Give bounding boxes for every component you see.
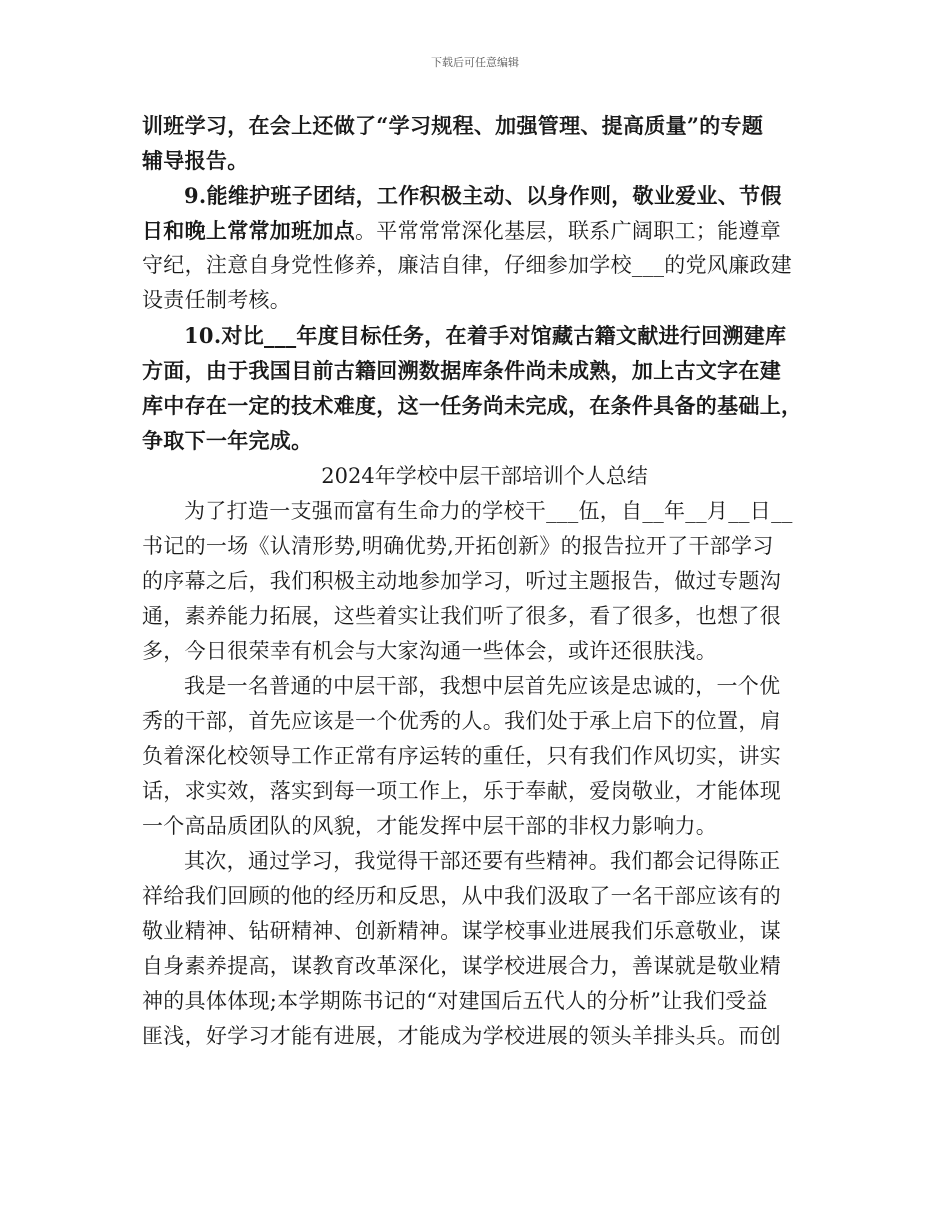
bold-text: 日和晚上常常加班加点: [142, 218, 355, 243]
paragraph-line: 多，今日很荣幸有机会与大家沟通一些体会，或许还很肤浅。: [142, 639, 718, 663]
paragraph-line: 负着深化校领导工作正常有序运转的重任，只有我们作风切实，讲实: [142, 744, 781, 768]
document-body: [142, 108, 827, 1054]
paragraph-line: 守纪，注意自身党性修养，廉洁自律，仔细参加学校___的党风廉政建: [142, 253, 793, 277]
paragraph-line: 的序幕之后，我们积极主动地参加学习，听过主题报告，做过专题沟: [142, 569, 781, 593]
paragraph-line: 神的具体体现;本学期陈书记的“对建国后五代人的分析”让我们受益: [142, 989, 768, 1013]
paragraph-line: 祥给我们回顾的他的经历和反思，从中我们汲取了一名干部应该有的: [142, 884, 781, 908]
page-header: 下载后可任意编辑: [431, 56, 519, 69]
paragraph-line: 辅导报告。: [142, 148, 249, 173]
paragraph-line: 通，素养能力拓展，这些着实让我们听了很多，看了很多，也想了很: [142, 604, 781, 628]
section-title: 2024年学校中层干部培训个人总结: [321, 464, 648, 488]
paragraph-line: 自身素养提高，谋教育改革深化，谋学校进展合力，善谋就是敬业精: [142, 954, 781, 978]
paragraph-line: [142, 213, 827, 248]
paragraph-line: 秀的干部，首先应该是一个优秀的人。我们处于承上启下的位置，肩: [142, 709, 781, 733]
paragraph-line: 我是一名普通的中层干部，我想中层首先应该是忠诚的，一个优: [184, 674, 781, 698]
paragraph-line: 争取下一年完成。: [142, 428, 313, 453]
paragraph-line: 书记的一场《认清形势,明确优势,开拓创新》的报告拉开了干部学习: [142, 534, 774, 558]
paragraph-line: 方面，由于我国目前古籍回溯数据库条件尚未成熟，加上古文字在建: [142, 358, 781, 383]
regular-text: 。平常常常深化基层，联系广阔职工；能遵章: [355, 219, 781, 243]
paragraph-line: 库中存在一定的技术难度，这一任务尚未完成，在条件具备的基础上，: [142, 393, 803, 418]
paragraph-line: 9.能维护班子团结，工作积极主动、以身作则，敬业爱业、节假: [184, 183, 782, 208]
paragraph-line: 训班学习，在会上还做了“学习规程、加强管理、提高质量”的专题: [142, 113, 764, 138]
paragraph-line: 匪浅，好学习才能有进展，才能成为学校进展的领头羊排头兵。而创: [142, 1024, 781, 1048]
paragraph-line: 话，求实效，落实到每一项工作上，乐于奉献，爱岗敬业，才能体现: [142, 779, 781, 803]
paragraph-line: 10.对比___年度目标任务，在着手对馆藏古籍文献进行回溯建库: [184, 323, 787, 348]
paragraph-line: 一个高品质团队的风貌，才能发挥中层干部的非权力影响力。: [142, 814, 718, 838]
paragraph-line: 设责任制考核。: [142, 288, 292, 312]
paragraph-line: 其次，通过学习，我觉得干部还要有些精神。我们都会记得陈正: [184, 849, 781, 873]
paragraph-line: 敬业精神、钻研精神、创新精神。谋学校事业进展我们乐意敬业，谋: [142, 919, 781, 943]
paragraph-line: 为了打造一支强而富有生命力的学校干___伍，自__年__月__日__: [184, 499, 793, 523]
